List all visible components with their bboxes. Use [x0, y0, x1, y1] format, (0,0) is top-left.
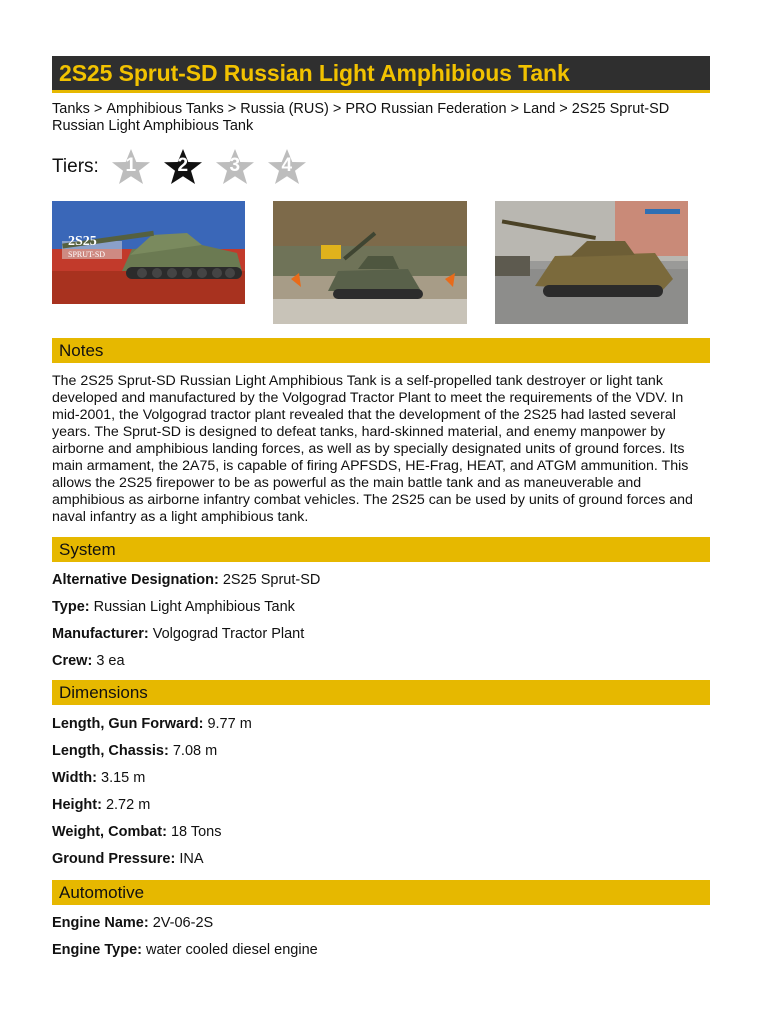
field-engine-name [52, 915, 710, 932]
field-value: 2.72 m [105, 797, 151, 813]
breadcrumb-item-tanks[interactable]: Tanks [52, 101, 90, 117]
field-value: 9.77 m [207, 716, 252, 732]
field-value: 3.15 m [101, 770, 146, 786]
tank-photo-3[interactable] [495, 201, 688, 324]
tier-number: 4 [281, 155, 293, 176]
field-weight-combat [52, 824, 710, 841]
field-label: Alternative Designation: [52, 572, 219, 588]
field-ground-pressure [52, 851, 710, 868]
field-label: Crew: [52, 653, 93, 669]
tier-1-star[interactable] [109, 148, 153, 186]
field-engine-type [52, 942, 710, 959]
field-value: 2V-06-2S [152, 915, 214, 931]
system-heading-text: System [59, 539, 116, 559]
tank-photo-1[interactable] [52, 201, 245, 304]
field-value: 7.08 m [172, 743, 218, 759]
breadcrumb-separator: > [559, 101, 568, 117]
breadcrumb-separator: > [227, 101, 237, 117]
tier-3-star[interactable] [213, 148, 257, 186]
breadcrumb-item-amphibious-tanks[interactable]: Amphibious Tanks [106, 101, 224, 117]
field-type [52, 599, 710, 616]
field-label: Length, Chassis: [52, 743, 169, 759]
field-length-chassis [52, 743, 710, 760]
breadcrumb-item-russia[interactable]: Russia (RUS) [240, 101, 329, 117]
field-value: 3 ea [96, 653, 125, 669]
field-crew [52, 653, 710, 670]
page-content [52, 56, 710, 959]
field-alternative-designation [52, 572, 710, 589]
breadcrumb-current: 2S25 Sprut-SD Russian Light Amphibious Tank [52, 101, 670, 134]
field-manufacturer [52, 626, 710, 643]
field-height [52, 797, 710, 814]
field-label: Height: [52, 797, 102, 813]
breadcrumb-item-pro-russian-federation[interactable]: PRO Russian Federation [345, 101, 507, 117]
breadcrumb-separator: > [332, 101, 342, 117]
photo-gallery [52, 201, 710, 326]
tier-4-star[interactable] [265, 148, 309, 186]
tier-number: 2 [177, 155, 189, 176]
field-label: Width: [52, 770, 97, 786]
field-width [52, 770, 710, 787]
system-heading [52, 537, 710, 562]
breadcrumb-separator: > [510, 101, 519, 117]
field-label: Length, Gun Forward: [52, 716, 204, 732]
field-value: 2S25 Sprut-SD [222, 572, 321, 588]
photo-caption-2: SPRUT-SD [68, 250, 106, 259]
breadcrumb-separator: > [93, 101, 103, 117]
dimensions-heading [52, 680, 710, 705]
field-label: Manufacturer: [52, 626, 149, 642]
title-bar [52, 56, 710, 93]
field-label: Ground Pressure: [52, 851, 176, 867]
tier-number: 3 [229, 155, 241, 176]
dimensions-heading-text: Dimensions [59, 682, 148, 702]
field-length-gun-forward [52, 716, 710, 733]
tier-2-star-active[interactable] [161, 148, 205, 186]
tank-image [495, 201, 688, 324]
field-label: Weight, Combat: [52, 824, 167, 840]
photo-caption-1: 2S25 [68, 234, 97, 249]
automotive-heading [52, 880, 710, 905]
field-value: water cooled diesel engine [146, 942, 318, 958]
notes-heading-text: Notes [59, 340, 104, 360]
automotive-heading-text: Automotive [59, 882, 145, 902]
breadcrumb [52, 101, 702, 135]
field-label: Engine Type: [52, 942, 142, 958]
field-value: Volgograd Tractor Plant [152, 626, 305, 642]
field-label: Engine Name: [52, 915, 149, 931]
notes-heading [52, 338, 710, 363]
tier-number: 1 [125, 155, 137, 176]
breadcrumb-item-land[interactable]: Land [523, 101, 556, 117]
tiers-label: Tiers: [52, 156, 99, 177]
tiers-row [52, 149, 710, 185]
field-value: 18 Tons [170, 824, 222, 840]
page-title: 2S25 Sprut-SD Russian Light Amphibious Tank [59, 59, 570, 86]
tank-image [52, 201, 245, 304]
notes-text: The 2S25 Sprut-SD Russian Light Amphibious Tank is a self-propelled tank destroyer or light tank developed and manufactured by the Volgograd Tractor Plant to meet the requirements of the VDV. In mid-2001, the Volgograd tractor plant revealed that the development of the 2S25 had lasted several years. The Sprut-SD is designed to defeat tanks, hard-skinned material, and enemy manpower by airborne and amphibious landing forces, as well as by specially designated units of ground forces. Its main armament, the 2A75, is capable of firing APFSDS, HE-Frag, HEAT, and ATGM ammunition. This allows the 2S25 firepower to be as powerful as the main battle tank and as maneuverable and amphibious as airborne infantry combat vehicles. The 2S25 can be used by units of ground forces and naval infantry as a light amphibious tank. [52, 373, 693, 525]
field-value: Russian Light Amphibious Tank [93, 599, 295, 615]
field-value: INA [179, 851, 204, 867]
tank-image [273, 201, 467, 324]
tank-photo-2[interactable] [273, 201, 467, 324]
field-label: Type: [52, 599, 90, 615]
